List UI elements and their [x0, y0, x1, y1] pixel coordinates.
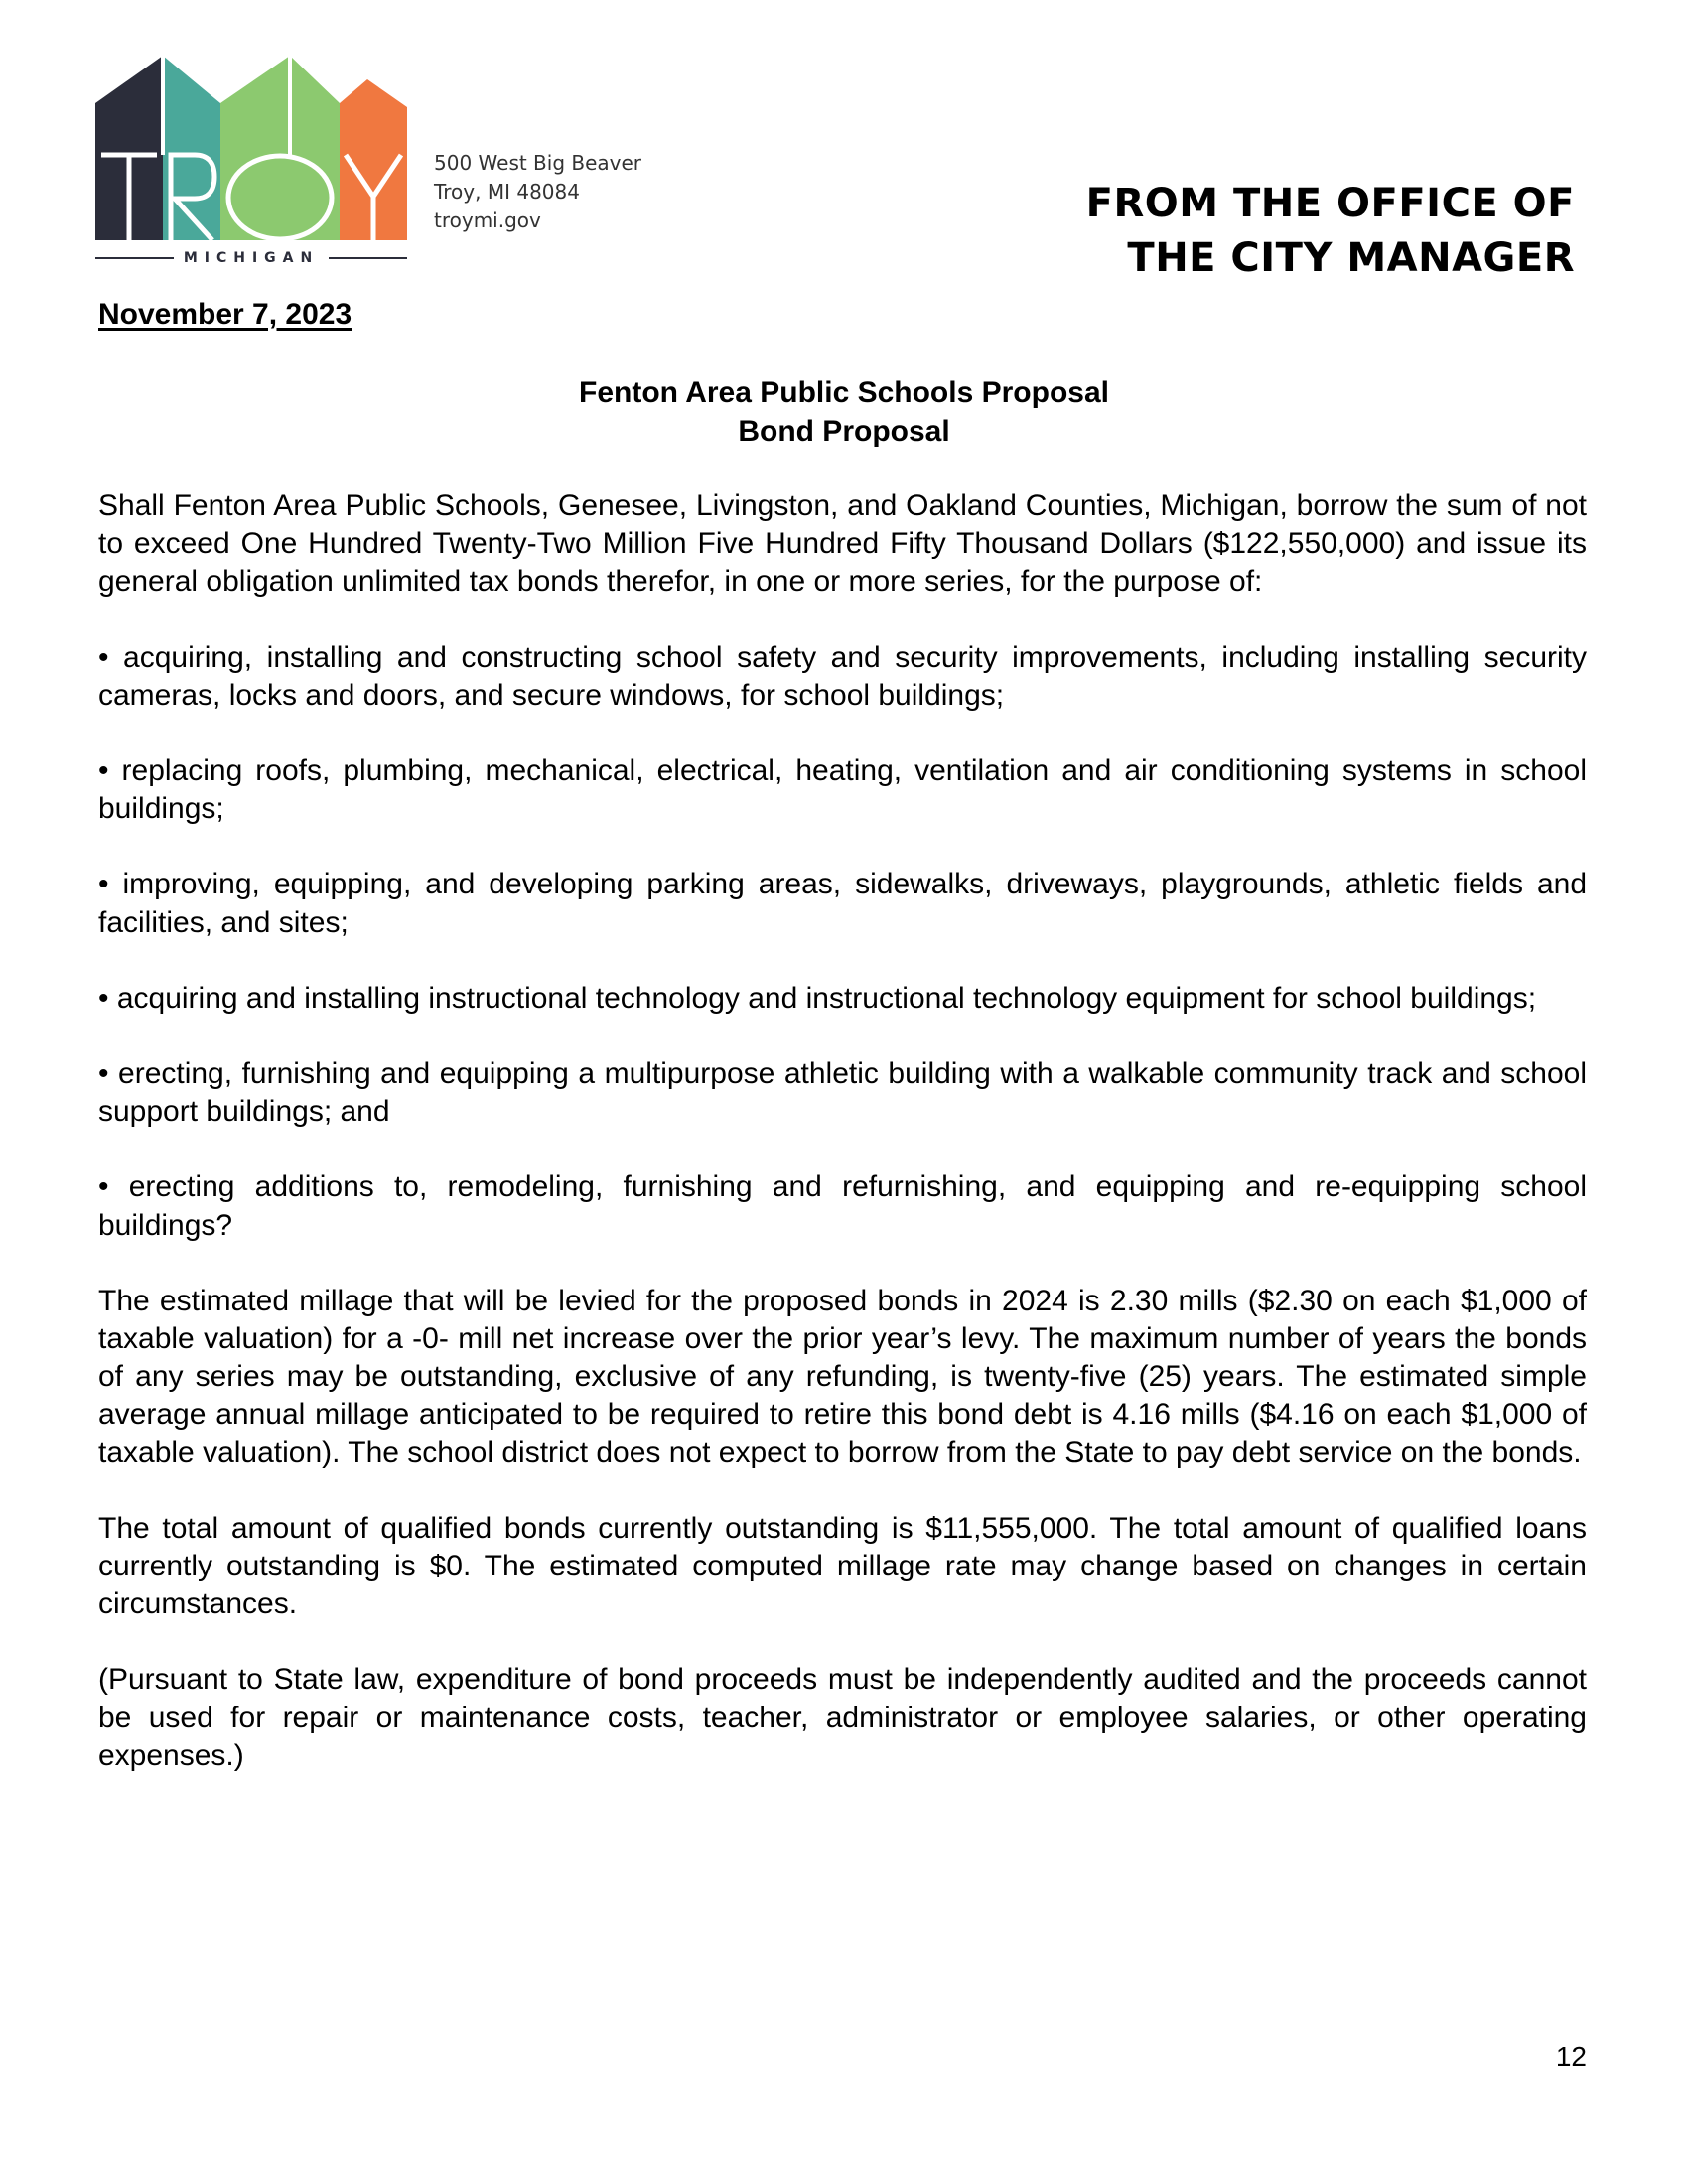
bullet-item-roofs: • replacing roofs, plumbing, mechanical, electrical, heating, ventilation and air conditioning systems in school buildings;	[98, 754, 1587, 826]
address-street: 500 West Big Beaver	[434, 151, 642, 175]
paragraph-outstanding: The total amount of qualified bonds currently outstanding is $11,555,000. The total amount of qualified loans currently outstanding is $0. The estimated computed millage rate may change based on changes in certain circumstances.	[98, 1511, 1587, 1621]
bullet-item-parking: • improving, equipping, and developing parking areas, sidewalks, driveways, playgrounds, athletic fields and facilities, and sites;	[98, 868, 1587, 939]
proposal-body	[98, 487, 1587, 1813]
bullet-item-safety: • acquiring, installing and constructing school safety and security improvements, including installing security cameras, locks and doors, and secure windows, for school buildings;	[98, 640, 1587, 712]
paragraph-intro: Shall Fenton Area Public Schools, Genesee, Livingston, and Oakland Counties, Michigan, borrow the sum of not to exceed One Hundred Twenty-Two Million Five Hundred Fifty Thousand Dollars ($122,550,000) and issue its general obligation unlimited tax bonds therefor, in one or more series, for the purpose of:	[98, 489, 1587, 599]
address-website[interactable]: troymi.gov	[434, 208, 541, 232]
office-line-2: THE CITY MANAGER	[1127, 235, 1575, 281]
logo-rule-left	[95, 257, 174, 259]
document-date: November 7, 2023	[98, 298, 352, 331]
address-block	[434, 149, 641, 235]
proposal-heading	[0, 373, 1688, 451]
page-number: 12	[1555, 2041, 1587, 2072]
logo-state-label: MICHIGAN	[183, 250, 320, 266]
proposal-title: Fenton Area Public Schools Proposal	[579, 376, 1109, 409]
proposal-subtitle: Bond Proposal	[738, 415, 950, 448]
office-header	[1086, 177, 1575, 286]
bullet-item-technology: • acquiring and installing instructional technology and instructional technology equipment for school buildings;	[98, 981, 1537, 1015]
logo-rule-right	[329, 257, 407, 259]
troy-logo-houses-icon	[95, 56, 407, 244]
paragraph-millage: The estimated millage that will be levied for the proposed bonds in 2024 is 2.30 mills ($2.30 on each $1,000 of taxable valuation) for a -0- mill net increase over the prior year’s levy. The maximum number of years the bonds of any series may be outstanding, exclusive of any refunding, is twenty-five (25) years. The estimated simple average annual millage anticipated to be required to retire this bond debt is 4.16 mills ($4.16 on each $1,000 of taxable valuation). The school district does not expect to borrow from the State to pay debt service on the bonds.	[98, 1284, 1587, 1469]
address-city: Troy, MI 48084	[434, 180, 580, 204]
office-line-1: FROM THE OFFICE OF	[1085, 181, 1575, 226]
paragraph-state-law: (Pursuant to State law, expenditure of bond proceeds must be independently audited and the proceeds cannot be used for repair or maintenance costs, teacher, administrator or employee salaries, or other operating expenses.)	[98, 1663, 1587, 1772]
bullet-item-athletic-building: • erecting, furnishing and equipping a multipurpose athletic building with a walkable community track and school support buildings; and	[98, 1057, 1587, 1129]
logo-subtitle	[95, 250, 407, 266]
troy-logo	[95, 56, 413, 279]
bullet-item-additions: • erecting additions to, remodeling, furnishing and refurnishing, and equipping and re-equipping school buildings?	[98, 1170, 1587, 1242]
